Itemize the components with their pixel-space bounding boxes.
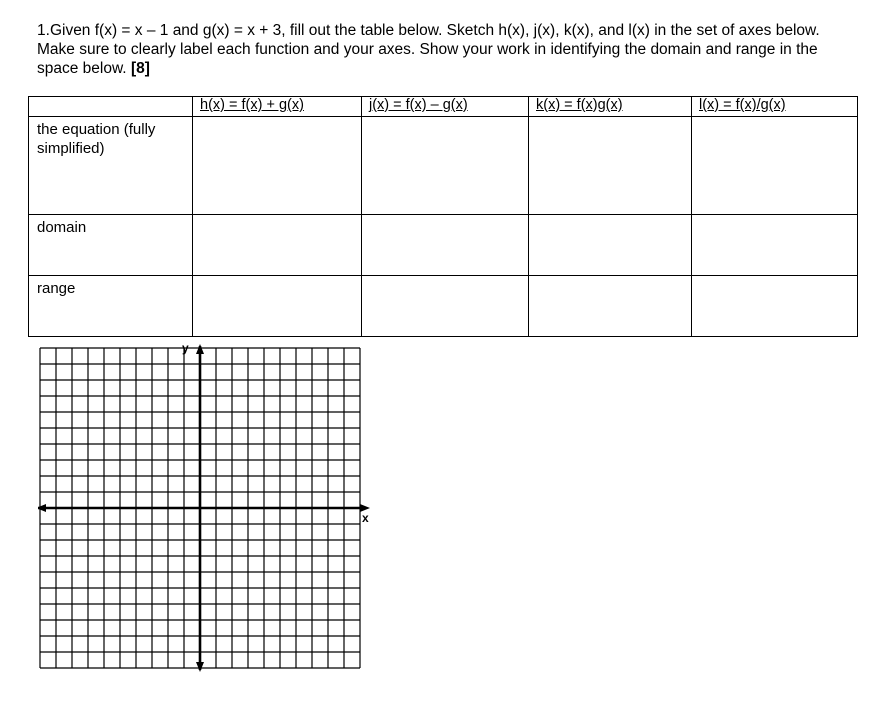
y-axis-label: y	[182, 341, 189, 355]
y-axis-arrow-up	[196, 344, 204, 354]
table-row	[29, 117, 858, 215]
table-row	[29, 276, 858, 337]
x-axis-arrow-left	[38, 504, 46, 512]
header-j: j(x) = f(x) – g(x)	[362, 97, 529, 117]
cell-domain-h[interactable]	[193, 215, 362, 276]
cell-equation-h[interactable]	[193, 117, 362, 215]
cell-range-k[interactable]	[529, 276, 692, 337]
cell-range-l[interactable]	[692, 276, 858, 337]
x-axis-label: x	[362, 511, 369, 525]
coordinate-grid[interactable]	[38, 340, 378, 675]
cell-domain-k[interactable]	[529, 215, 692, 276]
cell-domain-l[interactable]	[692, 215, 858, 276]
cell-equation-k[interactable]	[529, 117, 692, 215]
question-body: Given f(x) = x – 1 and g(x) = x + 3, fill out the table below. Sketch h(x), j(x), k(x), and l(x) in the set of axes below. Make sure to clearly label each function and your axes. Show your work in identifying the domain and range in the space below.	[37, 22, 820, 77]
cell-equation-l[interactable]	[692, 117, 858, 215]
row-label-equation: the equation (fully simplified)	[29, 117, 193, 215]
question-marks: [8]	[130, 60, 150, 77]
cell-range-h[interactable]	[193, 276, 362, 337]
header-corner	[29, 97, 193, 117]
cell-equation-j[interactable]	[362, 117, 529, 215]
row-label-range: range	[29, 276, 193, 337]
header-k: k(x) = f(x)g(x)	[529, 97, 692, 117]
function-table	[28, 96, 858, 337]
cell-range-j[interactable]	[362, 276, 529, 337]
row-label-domain: domain	[29, 215, 193, 276]
question-number: 1.	[37, 22, 50, 39]
cell-domain-j[interactable]	[362, 215, 529, 276]
table-row	[29, 215, 858, 276]
header-h: h(x) = f(x) + g(x)	[193, 97, 362, 117]
table-header-row	[29, 97, 858, 117]
y-axis-arrow-down	[196, 662, 204, 672]
header-l: l(x) = f(x)/g(x)	[692, 97, 858, 117]
question-text	[37, 21, 852, 78]
